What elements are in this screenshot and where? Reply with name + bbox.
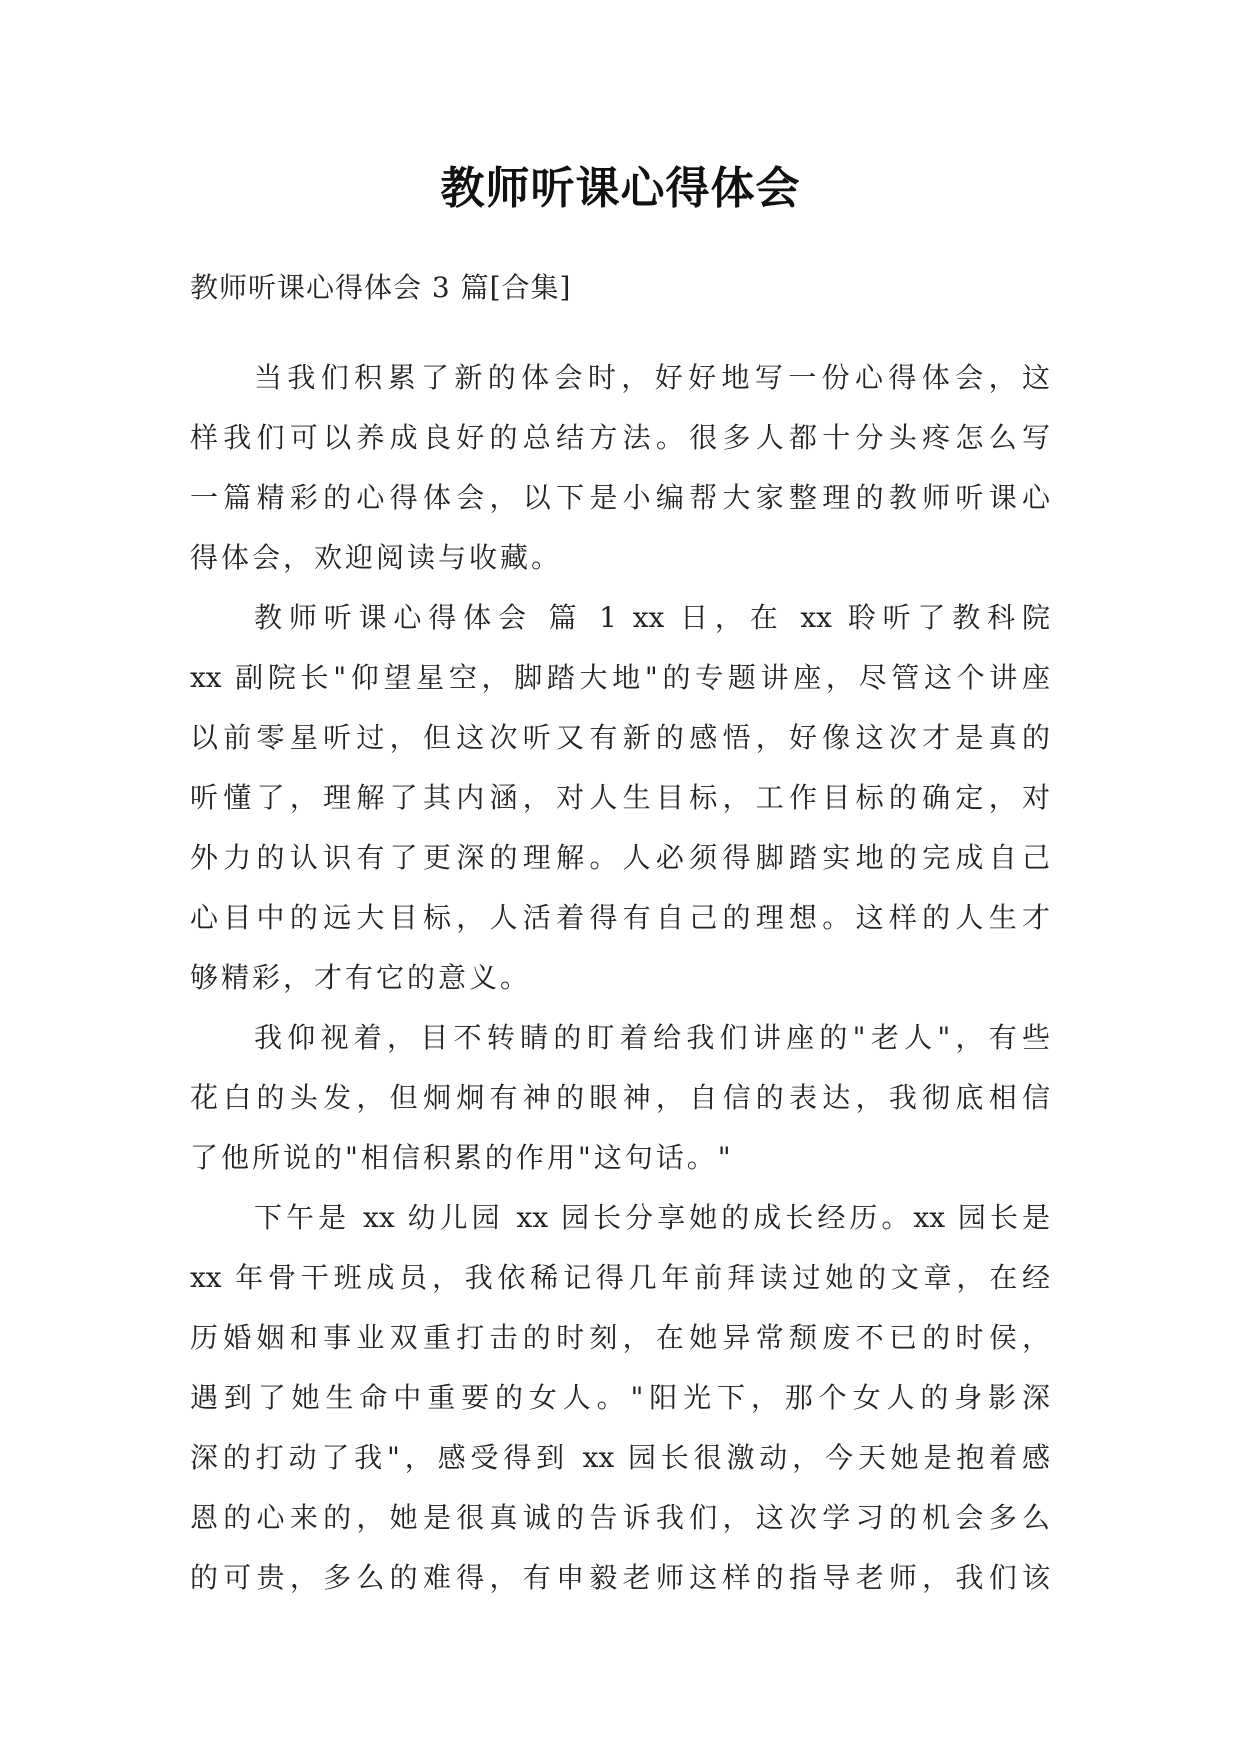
document-subtitle: 教师听课心得体会 3 篇[合集]	[190, 271, 572, 304]
body-line: 恩的心来的，她是很真诚的告诉我们，这次学习的机会多么	[190, 1501, 1050, 1534]
document-body	[190, 348, 1050, 1608]
body-line: 够精彩，才有它的意义。	[190, 961, 532, 994]
body-line: 得体会，欢迎阅读与收藏。	[190, 541, 563, 574]
body-line: 花白的头发，但炯炯有神的眼神，自信的表达，我彻底相信	[190, 1081, 1050, 1114]
body-line: 一篇精彩的心得体会，以下是小编帮大家整理的教师听课心	[190, 481, 1050, 514]
body-line: xx 年骨干班成员，我依稀记得几年前拜读过她的文章，在经	[190, 1261, 1050, 1294]
body-line: xx 副院长"仰望星空，脚踏大地"的专题讲座，尽管这个讲座	[190, 661, 1050, 694]
body-line: 听懂了，理解了其内涵，对人生目标，工作目标的确定，对	[190, 781, 1050, 814]
body-line: 当我们积累了新的体会时，好好地写一份心得体会，这	[254, 361, 1050, 394]
body-line: 以前零星听过，但这次听又有新的感悟，好像这次才是真的	[190, 721, 1050, 754]
body-line: 教师听课心得体会 篇 1 xx 日，在 xx 聆听了教科院	[254, 601, 1050, 634]
body-line: 心目中的远大目标，人活着得有自己的理想。这样的人生才	[190, 901, 1050, 934]
body-line: 下午是 xx 幼儿园 xx 园长分享她的成长经历。xx 园长是	[254, 1201, 1050, 1234]
body-line: 深的打动了我"，感受得到 xx 园长很激动，今天她是抱着感	[190, 1441, 1050, 1474]
body-line: 外力的认识有了更深的理解。人必须得脚踏实地的完成自己	[190, 841, 1050, 874]
body-line: 样我们可以养成良好的总结方法。很多人都十分头疼怎么写	[190, 421, 1050, 454]
body-line: 我仰视着，目不转睛的盯着给我们讲座的"老人"，有些	[254, 1021, 1050, 1054]
body-line: 了他所说的"相信积累的作用"这句话。"	[190, 1141, 734, 1174]
body-line: 历婚姻和事业双重打击的时刻，在她异常颓废不已的时侯，	[190, 1321, 1050, 1354]
body-line: 的可贵，多么的难得，有申毅老师这样的指导老师，我们该	[190, 1561, 1050, 1594]
body-line: 遇到了她生命中重要的女人。"阳光下，那个女人的身影深	[190, 1381, 1050, 1414]
document-title: 教师听课心得体会	[440, 163, 801, 214]
